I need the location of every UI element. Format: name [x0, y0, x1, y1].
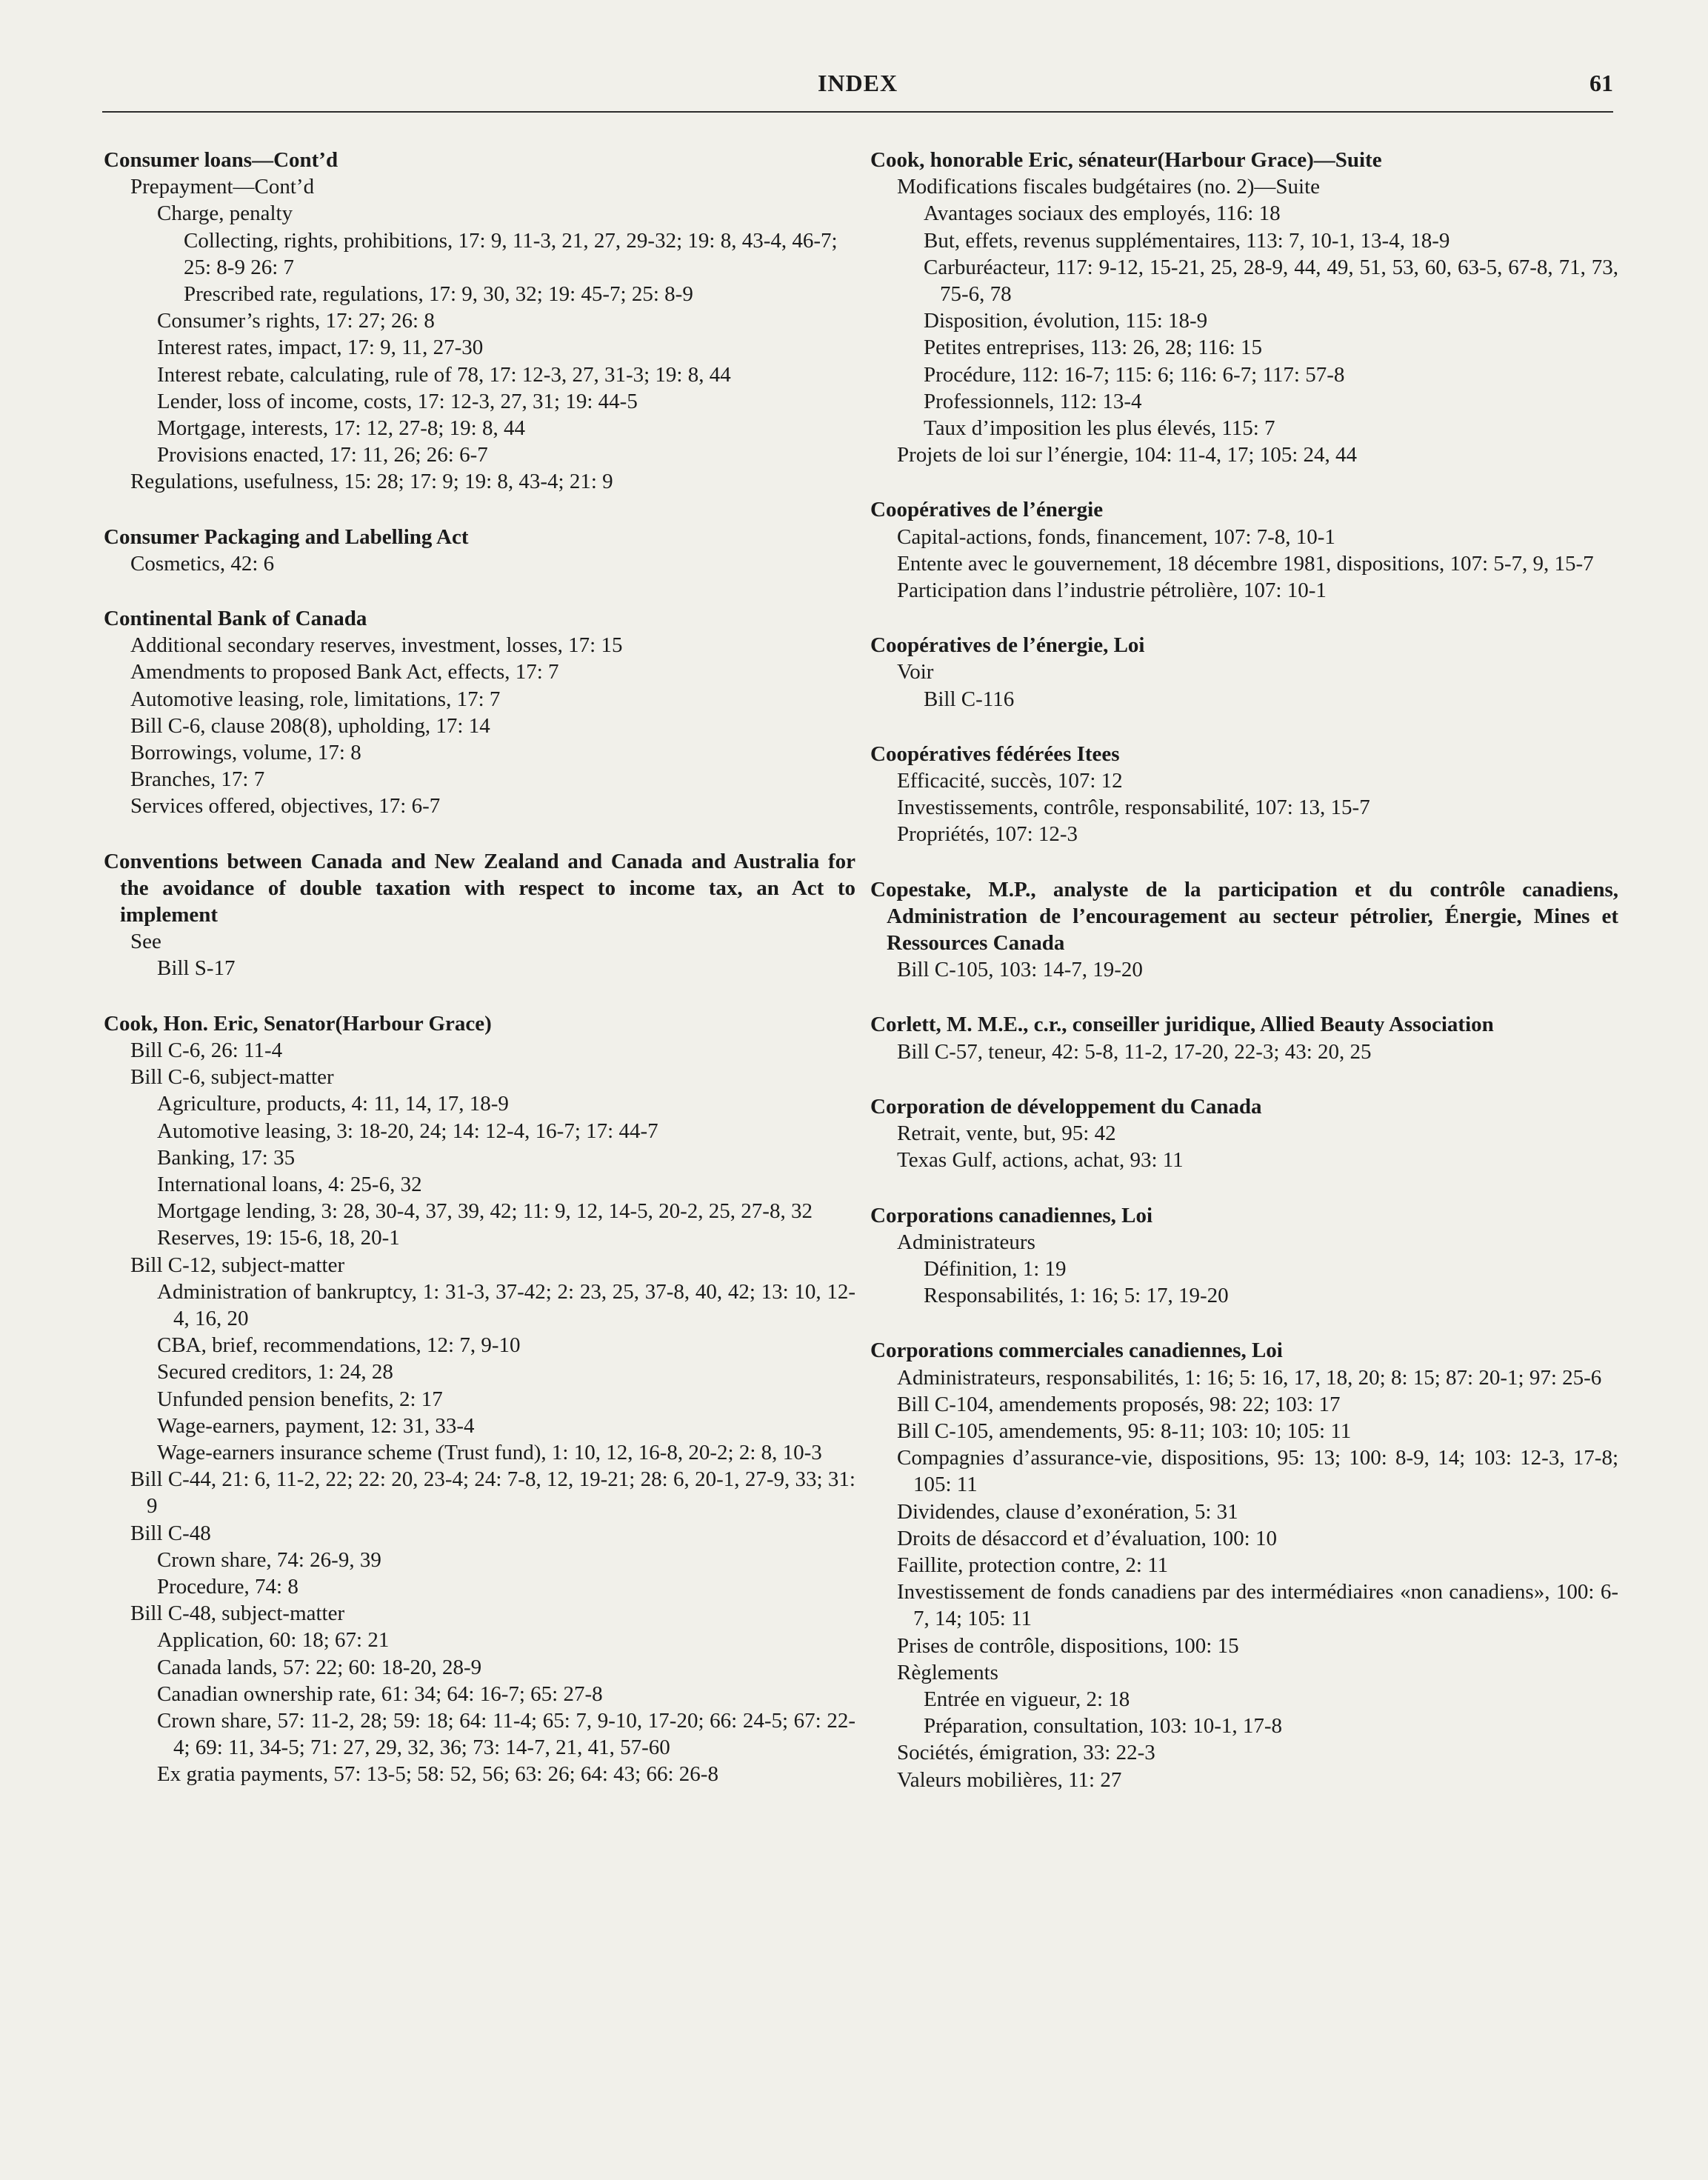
- index-subentry: Préparation, consultation, 103: 10-1, 17-8: [924, 1714, 1283, 1739]
- index-subentry: Droits de désaccord et d’évaluation, 100: 10: [897, 1526, 1277, 1550]
- page-title: INDEX: [817, 70, 898, 96]
- index-subentry: Retrait, vente, but, 95: 42: [897, 1121, 1116, 1146]
- index-subentry: Mortgage, interests, 17: 12, 27-8; 19: 8, 44: [157, 416, 525, 441]
- index-subentry: Mortgage lending, 3: 28, 30-4, 37, 39, 42; 11: 9, 12, 14-5, 20-2, 25, 27-8, 32: [157, 1199, 813, 1224]
- index-subentry: See: [130, 930, 161, 954]
- index-subentry: Professionnels, 112: 13-4: [924, 389, 1142, 413]
- page-number: 61: [1589, 70, 1613, 96]
- index-subentry: Prises de contrôle, dispositions, 100: 15: [897, 1633, 1239, 1658]
- index-subentry: Administration of bankruptcy, 1: 31-3, 37-42; 2: 23, 25, 37-8, 40, 42; 13: 10, 12-4, 16, 20: [157, 1279, 855, 1330]
- index-entry: [870, 147, 1618, 468]
- index-subentry: Wage-earners, payment, 12: 31, 33-4: [157, 1413, 475, 1438]
- index-subentry: Amendments to proposed Bank Act, effects, 17: 7: [130, 660, 559, 684]
- index-subentry: Projets de loi sur l’énergie, 104: 11-4, 17; 105: 24, 44: [897, 443, 1358, 467]
- index-subentry: Automotive leasing, role, limitations, 17: 7: [130, 687, 501, 711]
- index-subentry: Bill C-12, subject-matter: [130, 1253, 345, 1277]
- index-subentry: Lender, loss of income, costs, 17: 12-3, 27, 31; 19: 44-5: [157, 389, 638, 413]
- index-subentry: Propriétés, 107: 12-3: [897, 822, 1078, 847]
- index-entry: [104, 1010, 855, 1788]
- index-subentry: Voir: [897, 660, 934, 684]
- index-subentry: Bill C-48, subject-matter: [130, 1601, 345, 1626]
- index-subentry: Consumer’s rights, 17: 27; 26: 8: [157, 309, 435, 333]
- index-subentry: Procedure, 74: 8: [157, 1574, 298, 1599]
- index-subentry: Sociétés, émigration, 33: 22-3: [897, 1741, 1155, 1765]
- index-subentry: Branches, 17: 7: [130, 767, 265, 792]
- index-subentry: Bill S-17: [157, 956, 236, 981]
- index-subentry: Avantages sociaux des employés, 116: 18: [924, 201, 1281, 226]
- index-entry: [104, 605, 855, 820]
- index-subentry: Bill C-104, amendements proposés, 98: 22; 103: 17: [897, 1392, 1341, 1416]
- index-subentry: Petites entreprises, 113: 26, 28; 116: 15: [924, 336, 1262, 360]
- index-subentry: Taux d’imposition les plus élevés, 115: 7: [924, 416, 1275, 441]
- index-subentry: Entrée en vigueur, 2: 18: [924, 1687, 1130, 1711]
- index-subentry: Crown share, 74: 26-9, 39: [157, 1547, 381, 1572]
- index-subentry: Additional secondary reserves, investment, losses, 17: 15: [130, 633, 623, 658]
- index-subentry: Bill C-6, 26: 11-4: [130, 1038, 283, 1062]
- index-subentry: Reserves, 19: 15-6, 18, 20-1: [157, 1226, 400, 1250]
- index-entry: [870, 741, 1618, 848]
- index-column-left: [104, 147, 855, 1816]
- index-subentry: Définition, 1: 19: [924, 1256, 1067, 1281]
- index-subentry: Application, 60: 18; 67: 21: [157, 1628, 390, 1653]
- index-subentry: Services offered, objectives, 17: 6-7: [130, 794, 441, 819]
- index-subentry: Bill C-57, teneur, 42: 5-8, 11-2, 17-20, 22-3; 43: 20, 25: [897, 1039, 1372, 1064]
- index-subentry: CBA, brief, recommendations, 12: 7, 9-10: [157, 1333, 521, 1358]
- index-subentry: Modifications fiscales budgétaires (no. 2)—Suite: [897, 175, 1321, 199]
- index-subentry: 25: 8-9 26: 7: [184, 255, 295, 279]
- index-subentry: Bill C-6, clause 208(8), upholding, 17: 14: [130, 713, 490, 738]
- index-subentry: Efficacité, succès, 107: 12: [897, 769, 1123, 793]
- index-subentry: Capital-actions, fonds, financement, 107: 7-8, 10-1: [897, 524, 1335, 549]
- index-heading: Corporations canadiennes, Loi: [870, 1203, 1153, 1227]
- index-subentry: Regulations, usefulness, 15: 28; 17: 9; 19: 8, 43-4; 21: 9: [130, 470, 613, 494]
- index-heading: Corlett, M. M.E., c.r., conseiller juridique, Allied Beauty Association: [870, 1013, 1494, 1037]
- index-subentry: Banking, 17: 35: [157, 1145, 296, 1170]
- index-entry: [104, 524, 855, 577]
- index-subentry: Carburéacteur, 117: 9-12, 15-21, 25, 28-9, 44, 49, 51, 53, 60, 63-5, 67-8, 71, 73, 75-6, 78: [924, 255, 1618, 307]
- index-subentry: Procédure, 112: 16-7; 115: 6; 116: 6-7; 117: 57-8: [924, 362, 1345, 387]
- page-header: [102, 65, 1613, 104]
- index-heading: Conventions between Canada and New Zealand and Canada and Australia for the avoidance of double taxation with respect to income tax, an Act to implement: [104, 849, 855, 927]
- index-subentry: Dividendes, clause d’exonération, 5: 31: [897, 1499, 1238, 1524]
- index-heading: Continental Bank of Canada: [104, 607, 367, 631]
- index-subentry: Bill C-6, subject-matter: [130, 1065, 334, 1090]
- index-heading: Coopératives de l’énergie: [870, 498, 1104, 522]
- index-subentry: Administrateurs, responsabilités, 1: 16; 5: 16, 17, 18, 20; 8: 15; 87: 20-1; 97: 25-6: [897, 1365, 1602, 1390]
- index-subentry: Secured creditors, 1: 24, 28: [157, 1360, 393, 1384]
- index-column-right: [870, 147, 1618, 1821]
- index-subentry: Bill C-116: [924, 687, 1015, 711]
- index-heading: Cook, Hon. Eric, Senator(Harbour Grace): [104, 1011, 492, 1036]
- index-subentry: Canadian ownership rate, 61: 34; 64: 16-7; 65: 27-8: [157, 1681, 603, 1706]
- index-subentry: Bill C-105, amendements, 95: 8-11; 103: 10; 105: 11: [897, 1419, 1352, 1443]
- index-heading: Corporations commerciales canadiennes, Loi: [870, 1339, 1283, 1363]
- index-subentry: Participation dans l’industrie pétrolière, 107: 10-1: [897, 579, 1327, 603]
- index-subentry: Collecting, rights, prohibitions, 17: 9, 11-3, 21, 27, 29-32; 19: 8, 43-4, 46-7;: [184, 228, 838, 253]
- index-heading: Consumer Packaging and Labelling Act: [104, 524, 469, 549]
- index-subentry: Investissements, contrôle, responsabilité, 107: 13, 15-7: [897, 796, 1370, 820]
- index-subentry: Prepayment—Cont’d: [130, 175, 315, 199]
- index-entry: [870, 632, 1618, 713]
- index-heading: Cook, honorable Eric, sénateur(Harbour Grace)—Suite: [870, 148, 1382, 172]
- index-subentry: Entente avec le gouvernement, 18 décembre 1981, dispositions, 107: 5-7, 9, 15-7: [897, 551, 1594, 576]
- index-heading: Copestake, M.P., analyste de la participation et du contrôle canadiens, Administration de l’encouragement au secteur pétrolier, Énergie, Mines et Ressources Canada: [870, 877, 1618, 956]
- index-subentry: Bill C-105, 103: 14-7, 19-20: [897, 958, 1143, 982]
- index-subentry: Administrateurs: [897, 1230, 1035, 1254]
- index-subentry: Ex gratia payments, 57: 13-5; 58: 52, 56; 63: 26; 64: 43; 66: 26-8: [157, 1762, 718, 1787]
- index-subentry: Prescribed rate, regulations, 17: 9, 30, 32; 19: 45-7; 25: 8-9: [184, 282, 693, 307]
- index-subentry: International loans, 4: 25-6, 32: [157, 1172, 422, 1196]
- index-entry: [870, 1337, 1618, 1793]
- index-entry: [104, 848, 855, 982]
- index-subentry: Bill C-44, 21: 6, 11-2, 22; 22: 20, 23-4; 24: 7-8, 12, 19-21; 28: 6, 20-1, 27-9, 33; 31: 9: [130, 1467, 855, 1519]
- index-subentry: Interest rates, impact, 17: 9, 11, 27-30: [157, 336, 484, 360]
- index-subentry: But, effets, revenus supplémentaires, 113: 7, 10-1, 13-4, 18-9: [924, 228, 1450, 253]
- index-subentry: Disposition, évolution, 115: 18-9: [924, 309, 1208, 333]
- index-heading: Coopératives fédérées Itees: [870, 741, 1120, 766]
- index-subentry: Cosmetics, 42: 6: [130, 551, 275, 576]
- index-subentry: Investissement de fonds canadiens par des intermédiaires «non canadiens», 100: 6-7, 14; 105: 11: [897, 1580, 1618, 1631]
- index-subentry: Wage-earners insurance scheme (Trust fund), 1: 10, 12, 16-8, 20-2; 2: 8, 10-3: [157, 1440, 822, 1464]
- index-subentry: Crown share, 57: 11-2, 28; 59: 18; 64: 11-4; 65: 7, 9-10, 17-20; 66: 24-5; 67: 22-4; 69: 11, 34-5; 71: 27, 29, 32, 36; 73: 14-7, 21, 41, 57-60: [157, 1708, 855, 1760]
- index-heading: Corporation de développement du Canada: [870, 1094, 1262, 1119]
- index-heading: Coopératives de l’énergie, Loi: [870, 633, 1145, 658]
- index-entry: [870, 1011, 1618, 1064]
- header-rule: [102, 111, 1613, 113]
- index-heading: Consumer loans—Cont’d: [104, 148, 338, 172]
- index-entry: [870, 876, 1618, 984]
- index-subentry: Compagnies d’assurance-vie, dispositions, 95: 13; 100: 8-9, 14; 103: 12-3, 17-8; 105: 11: [897, 1446, 1618, 1497]
- index-subentry: Unfunded pension benefits, 2: 17: [157, 1387, 443, 1411]
- index-subentry: Charge, penalty: [157, 201, 293, 226]
- index-subentry: Agriculture, products, 4: 11, 14, 17, 18-9: [157, 1092, 509, 1116]
- index-subentry: Borrowings, volume, 17: 8: [130, 741, 361, 765]
- index-subentry: Automotive leasing, 3: 18-20, 24; 14: 12-4, 16-7; 17: 44-7: [157, 1119, 658, 1143]
- index-entry: [870, 496, 1618, 604]
- index-subentry: Texas Gulf, actions, achat, 93: 11: [897, 1148, 1184, 1173]
- index-entry: [870, 1093, 1618, 1174]
- index-subentry: Bill C-48: [130, 1521, 211, 1545]
- index-entry: [104, 147, 855, 496]
- index-entry: [870, 1202, 1618, 1310]
- index-subentry: Règlements: [897, 1660, 998, 1684]
- index-subentry: Canada lands, 57: 22; 60: 18-20, 28-9: [157, 1655, 482, 1679]
- index-subentry: Valeurs mobilières, 11: 27: [897, 1767, 1122, 1792]
- index-subentry: Responsabilités, 1: 16; 5: 17, 19-20: [924, 1284, 1229, 1308]
- index-subentry: Provisions enacted, 17: 11, 26; 26: 6-7: [157, 443, 488, 467]
- index-subentry: Faillite, protection contre, 2: 11: [897, 1553, 1169, 1577]
- index-subentry: Interest rebate, calculating, rule of 78, 17: 12-3, 27, 31-3; 19: 8, 44: [157, 362, 731, 387]
